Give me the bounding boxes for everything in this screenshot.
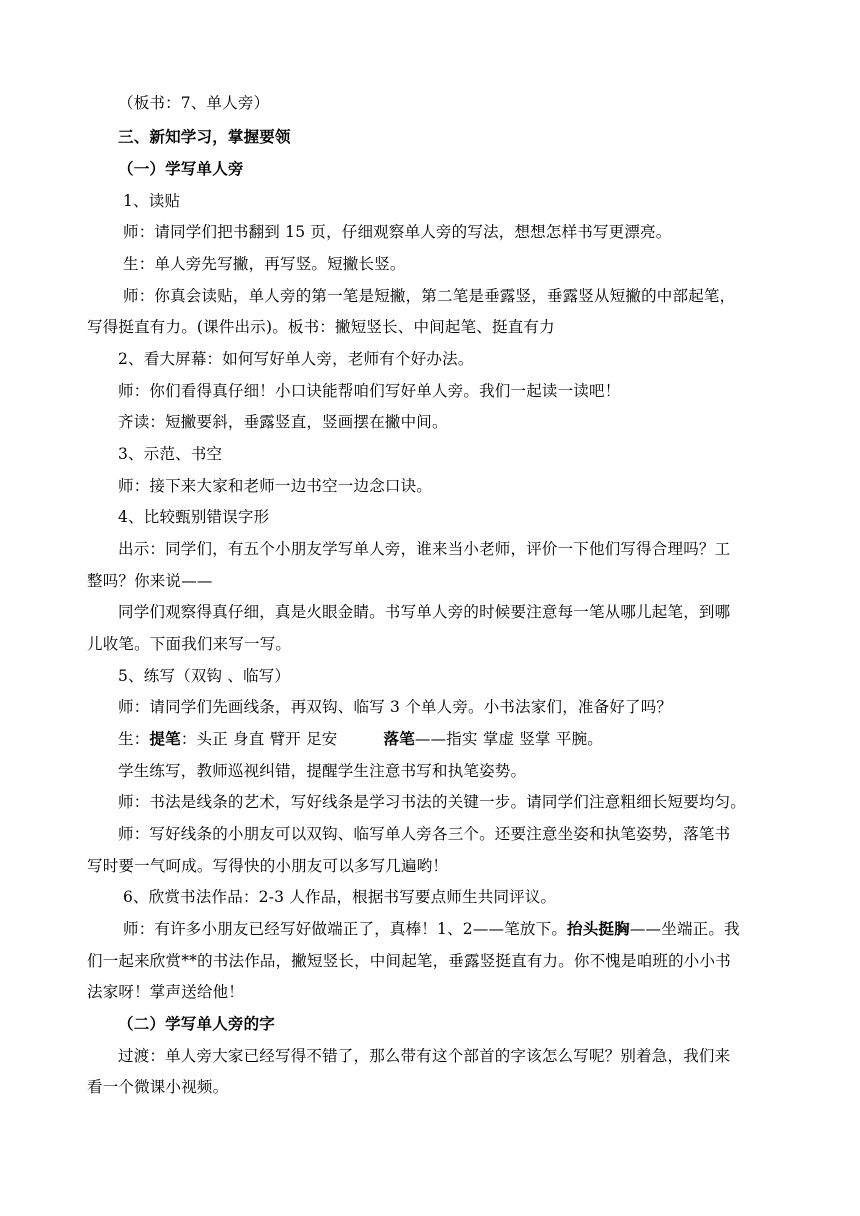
paragraph-line: 法家呀！掌声送给他！: [87, 983, 245, 1001]
pen-up-term: 提笔: [149, 729, 181, 748]
paragraph-line: 过渡：单人旁大家已经写得不错了，那么带有这个部首的字该怎么写呢？别着急，我们来: [118, 1047, 731, 1065]
paragraph-line: 师：你们看得真仔细！小口诀能帮咱们写好单人旁。我们一起读一读吧！: [118, 382, 621, 400]
subsection-heading-2: （二）学写单人旁的字: [118, 1014, 276, 1033]
board-note-line: （板书：7、单人旁）: [118, 94, 270, 112]
paragraph-line: 齐读：短撇要斜，垂露竖直，竖画摆在撇中间。: [118, 413, 448, 431]
step-1-heading: 1、读贴: [123, 192, 181, 210]
step-2-heading: 2、看大屏幕：如何写好单人旁，老师有个好办法。: [118, 350, 474, 368]
appreciation-text-end: ——坐端正。我: [629, 920, 740, 938]
appreciation-line: [0, 919, 860, 939]
sit-up-term: 抬头挺胸: [567, 919, 630, 938]
paragraph-line: 师：请同学们把书翻到 15 页，仔细观察单人旁的写法，想想怎样书写更漂亮。: [123, 223, 672, 241]
pen-down-term: 落笔: [383, 729, 415, 748]
speaker-label: 生：: [118, 730, 150, 748]
paragraph-line: 写得挺直有力。(课件出示)。板书：撇短竖长、中间起笔、挺直有力: [87, 318, 555, 336]
pen-down-description: ——指实 掌虚 竖掌 平腕。: [414, 730, 603, 748]
paragraph-line: 整吗？你来说——: [87, 572, 213, 590]
appreciation-text: 师：有许多小朋友已经写好做端正了，真棒！1、2——笔放下。: [123, 920, 568, 938]
paragraph-line: 师：你真会读贴，单人旁的第一笔是短撇，第二笔是垂露竖，垂露竖从短撇的中部起笔，: [123, 287, 736, 305]
paragraph-line: 师：书法是线条的艺术，写好线条是学习书法的关键一步。请同学们注意粗细长短要均匀。: [118, 793, 747, 811]
paragraph-line: 师：请同学们先画线条，再双钩、临写 3 个单人旁。小书法家们，准备好了吗？: [118, 698, 673, 716]
step-4-heading: 4、比较甄别错误字形: [118, 508, 270, 526]
posture-line: [0, 729, 860, 749]
pen-up-description: ：头正 身直 臂开 足安: [180, 730, 338, 748]
paragraph-line: 学生练写，教师巡视纠错，提醒学生注意书写和执笔姿势。: [118, 762, 527, 780]
paragraph-line: 师：写好线条的小朋友可以双钩、临写单人旁各三个。还要注意坐姿和执笔姿势，落笔书: [118, 825, 731, 843]
subsection-heading-1: （一）学写单人旁: [118, 159, 244, 178]
paragraph-line: 写时要一气呵成。写得快的小朋友可以多写几遍哟！: [87, 857, 449, 875]
paragraph-line: 同学们观察得真仔细，真是火眼金睛。书写单人旁的时候要注意每一笔从哪儿起笔，到哪: [118, 603, 731, 621]
paragraph-line: 儿收笔。下面我们来写一写。: [87, 635, 292, 653]
paragraph-line: 生：单人旁先写撇，再写竖。短撇长竖。: [123, 255, 406, 273]
paragraph-line: 们一起来欣赏**的书法作品，撇短竖长，中间起笔，垂露竖挺直有力。你不愧是咱班的小小书: [87, 952, 731, 970]
step-6-heading: 6、欣赏书法作品：2-3 人作品，根据书写要点师生共同评议。: [123, 888, 557, 906]
step-3-heading: 3、示范、书空: [118, 445, 223, 463]
section-heading-3: 三、新知学习，掌握要领: [118, 127, 291, 146]
step-5-heading: 5、练写（双钩 、临写）: [118, 667, 291, 685]
paragraph-line: 出示：同学们，有五个小朋友学写单人旁，谁来当小老师，评价一下他们写得合理吗？工: [118, 540, 731, 558]
paragraph-line: 看一个微课小视频。: [87, 1078, 229, 1096]
paragraph-line: 师：接下来大家和老师一边书空一边念口诀。: [118, 477, 433, 495]
